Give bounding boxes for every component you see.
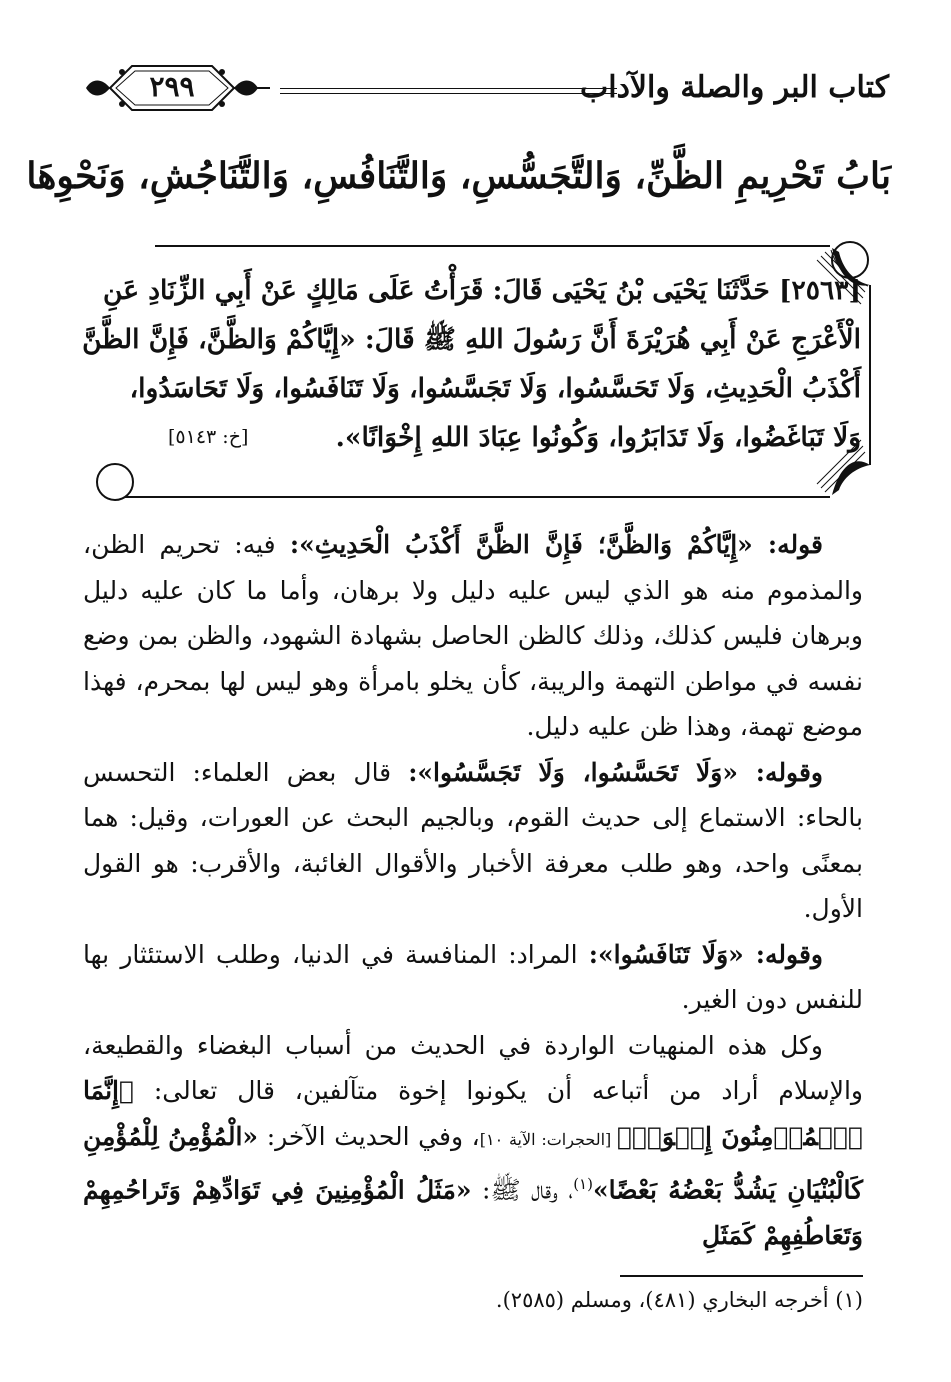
footnote-marker: (١) xyxy=(573,1175,593,1193)
header-rule xyxy=(280,88,617,89)
paragraph-text: ، وقال ﷺ: xyxy=(471,1175,574,1205)
verse-reference: [الحجرات: الآية ١٠] xyxy=(479,1129,618,1149)
paragraph-text: قال بعض العلماء: التحسس بالحاء: الاستماع إلى حديث القوم، وبالجيم البحث عن العورات، وقيل: هما بمعنًى واحد، وهو طلب معرفة الأخبار والأقوال الغائبة، والأقرب: هو القول الأول. xyxy=(83,757,863,923)
paragraph-text: ، وفي الحديث الآخر: xyxy=(258,1121,480,1151)
quoted-hadith: «الْمُؤْمِنُ لِلْمُؤْمِنِ كَالْبُنْيَانِ يَشُدُّ بَعْضُهُ بَعْضًا» xyxy=(83,1121,864,1205)
hadith-line-text: وَلَا تَبَاغَضُوا، وَلَا تَدَابَرُوا، وَكُونُوا عِبَادَ اللهِ إِخْوَانًا». xyxy=(335,422,861,453)
footnote: (١) أخرجه البخاري (٤٨١)، ومسلم (٢٥٨٥). xyxy=(495,1288,863,1312)
footnote-divider xyxy=(620,1275,863,1277)
commentary-paragraph xyxy=(83,932,863,1023)
hadith-line: الْأَعْرَجِ عَنْ أَبِي هُرَيْرَةَ أَنَّ رَسُولَ اللهِ ﷺ قَالَ: «إِيَّاكُمْ وَالظَّنَّ، فَإِنَّ الظَّنَّ xyxy=(82,324,861,355)
hadith-reference: [خ: ٥١٤٣] xyxy=(168,426,249,448)
hadith-line xyxy=(148,413,861,462)
quoted-hadith: «مَثَلُ الْمُؤْمِنِينَ فِي تَوَادِّهِمْ وَتَراحُمِهِمْ وَتَعَاطُفِهِمْ كَمَثَلِ xyxy=(83,1175,863,1250)
hadith-line: أَكْذَبُ الْحَدِيثِ، وَلَا تَحَسَّسُوا، وَلَا تَجَسَّسُوا، وَلَا تَنَافَسُوا، وَلَا تَحَاسَدُوا، xyxy=(129,373,861,404)
paragraph-text: فيه: تحريم الظن، والمذموم منه هو الذي ليس عليه دليل ولا برهان، وأما ما كان عليه دليل وبرهان فليس كذلك، وذلك كالظن الحاصل بشهادة الشهود، والظن بمن وضع نفسه في مواطن التهمة والريبة، كأن يخلو بامرأة وهو ليس لها بمحرم، فهذا موضع تهمة، وهذا ظن عليه دليل. xyxy=(83,530,863,741)
running-header xyxy=(80,58,889,108)
header-rule xyxy=(280,93,617,94)
quoted-phrase: قوله: «إِيَّاكُمْ وَالظَّنَّ؛ فَإِنَّ الظَّنَّ أَكْذَبُ الْحَدِيثِ»: xyxy=(289,530,823,559)
commentary-paragraph xyxy=(83,1023,863,1259)
book-title: كتاب البر والصلة والآداب xyxy=(580,70,889,105)
paragraph-text: المراد: المنافسة في الدنيا، وطلب الاستئثار بها للنفس دون الغير. xyxy=(83,939,863,1014)
commentary-paragraph xyxy=(83,750,863,932)
quoted-phrase: وقوله: «وَلَا تَنَافَسُوا»: xyxy=(588,939,823,969)
quoted-phrase: وقوله: «وَلَا تَحَسَّسُوا، وَلَا تَجَسَّسُوا»: xyxy=(408,757,823,787)
hadith-text xyxy=(82,266,861,462)
chapter-title: بَابُ تَحْرِيمِ الظَّنِّ، وَالتَّجَسُّسِ، وَالتَّنَافُسِ، وَالتَّنَاجُشِ، وَنَحْوِهَا xyxy=(26,155,891,197)
page-number: ٢٩٩ xyxy=(149,70,195,103)
commentary xyxy=(83,522,863,1258)
commentary-paragraph xyxy=(83,522,863,750)
quran-verse: ﴿إِنَّمَا ٱلۡمُؤۡمِنُونَ إِخۡوَةٞ﴾ xyxy=(83,1076,863,1151)
paragraph-text: وكل هذه المنهيات الواردة في الحديث من أسباب البغضاء والقطيعة، والإسلام أراد من أتباعه أن يكونوا إخوة متآلفين، قال تعالى: xyxy=(83,1030,863,1105)
hadith-line: [٢٥٦٣] حَدَّثَنَا يَحْيَى بْنُ يَحْيَى قَالَ: قَرَأْتُ عَلَى مَالِكٍ عَنْ أَبِي الزِّنَادِ عَنِ xyxy=(103,275,861,306)
